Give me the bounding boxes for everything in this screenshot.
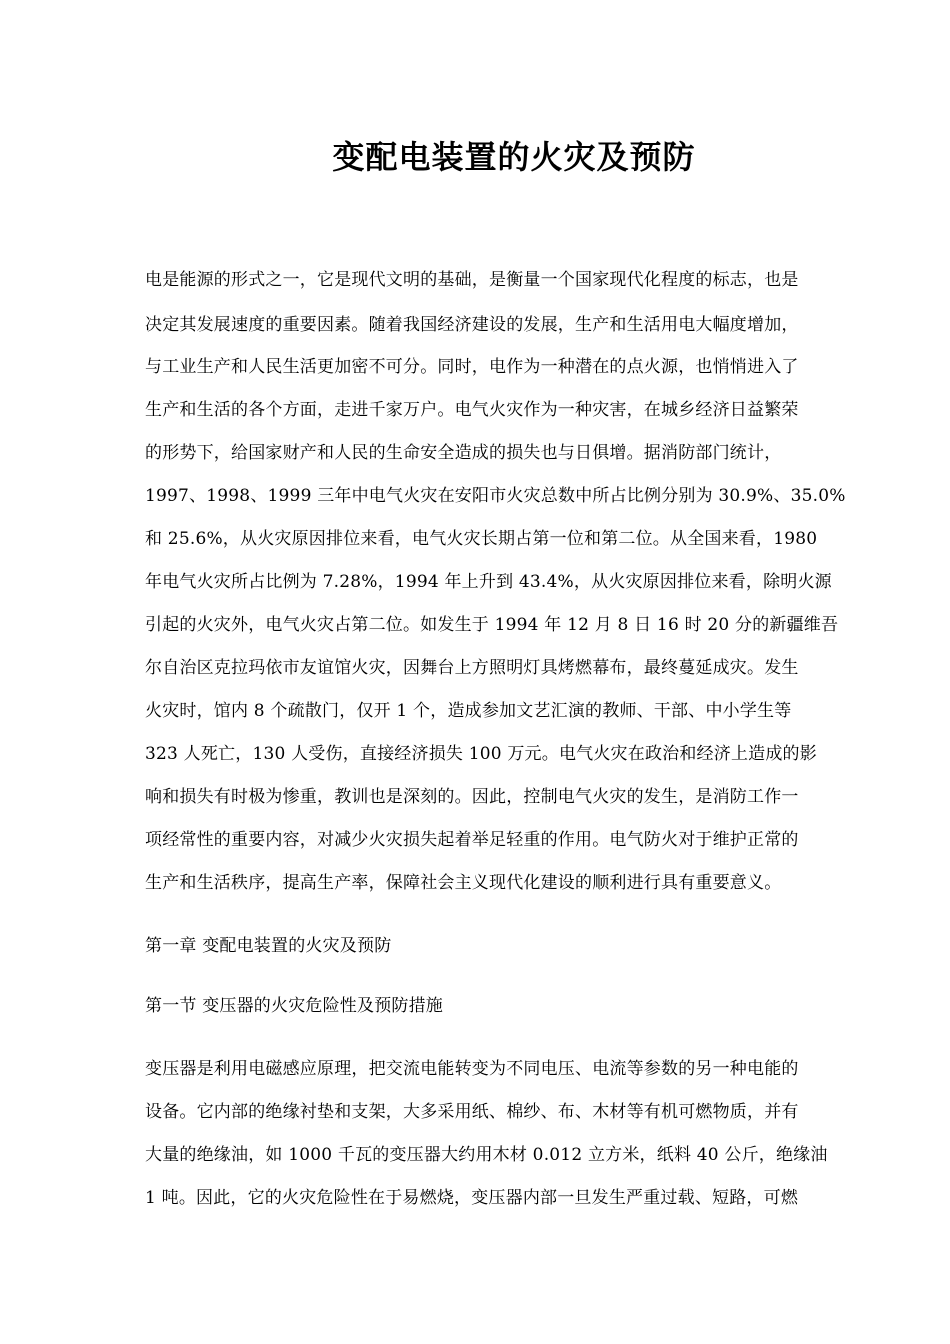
paragraph-1-line: 与工业生产和人民生活更加密不可分。同时，电作为一种潜在的点火源，也悄悄进入了 (145, 357, 799, 377)
chapter-heading: 第一章 变配电装置的火灾及预防 (145, 936, 392, 956)
paragraph-1-line: 决定其发展速度的重要因素。随着我国经济建设的发展，生产和生活用电大幅度增加， (145, 315, 799, 335)
paragraph-1-line: 尔自治区克拉玛依市友谊馆火灾，因舞台上方照明灯具烤燃幕布，最终蔓延成灾。发生 (145, 658, 799, 678)
paragraph-1-line: 和 25.6%，从火灾原因排位来看，电气火灾长期占第一位和第二位。从全国来看，1980 (145, 529, 818, 549)
paragraph-2-line: 大量的绝缘油，如 1000 千瓦的变压器大约用木材 0.012 立方米，纸料 40 公斤，绝缘油 (145, 1145, 828, 1165)
paragraph-1-line: 的形势下，给国家财产和人民的生命安全造成的损失也与日俱增。据消防部门统计， (145, 443, 782, 463)
section-heading: 第一节 变压器的火灾危险性及预防措施 (145, 996, 444, 1016)
paragraph-1-line: 电是能源的形式之一，它是现代文明的基础，是衡量一个国家现代化程度的标志，也是 (145, 270, 799, 290)
paragraph-1-line: 生产和生活的各个方面，走进千家万户。电气火灾作为一种灾害，在城乡经济日益繁荣 (145, 400, 799, 420)
paragraph-1-line: 项经常性的重要内容，对减少火灾损失起着举足轻重的作用。电气防火对于维护正常的 (145, 830, 799, 850)
paragraph-1-line: 1997、1998、1999 三年中电气火灾在安阳市火灾总数中所占比例分别为 30.9%、35.0% (145, 486, 846, 506)
paragraph-1-line: 响和损失有时极为惨重，教训也是深刻的。因此，控制电气火灾的发生，是消防工作一 (145, 787, 799, 807)
paragraph-1-line: 323 人死亡，130 人受伤，直接经济损失 100 万元。电气火灾在政治和经济上造成的影 (145, 744, 817, 764)
paragraph-1-line: 引起的火灾外，电气火灾占第二位。如发生于 1994 年 12 月 8 日 16 时 20 分的新疆维吾 (145, 615, 839, 635)
paragraph-1-line: 年电气火灾所占比例为 7.28%，1994 年上升到 43.4%，从火灾原因排位来看，除明火源 (145, 572, 832, 592)
document-title: 变配电装置的火灾及预防 (332, 138, 696, 176)
paragraph-2-line: 1 吨。因此，它的火灾危险性在于易燃烧，变压器内部一旦发生严重过载、短路，可燃 (145, 1188, 799, 1208)
paragraph-1-line: 生产和生活秩序，提高生产率，保障社会主义现代化建设的顺利进行具有重要意义。 (145, 873, 782, 893)
paragraph-2-line: 设备。它内部的绝缘衬垫和支架，大多采用纸、棉纱、布、木材等有机可燃物质，并有 (145, 1102, 799, 1122)
paragraph-1-line: 火灾时，馆内 8 个疏散门，仅开 1 个，造成参加文艺汇演的教师、干部、中小学生等 (145, 701, 792, 721)
paragraph-2-line: 变压器是利用电磁感应原理，把交流电能转变为不同电压、电流等参数的另一种电能的 (145, 1059, 799, 1079)
